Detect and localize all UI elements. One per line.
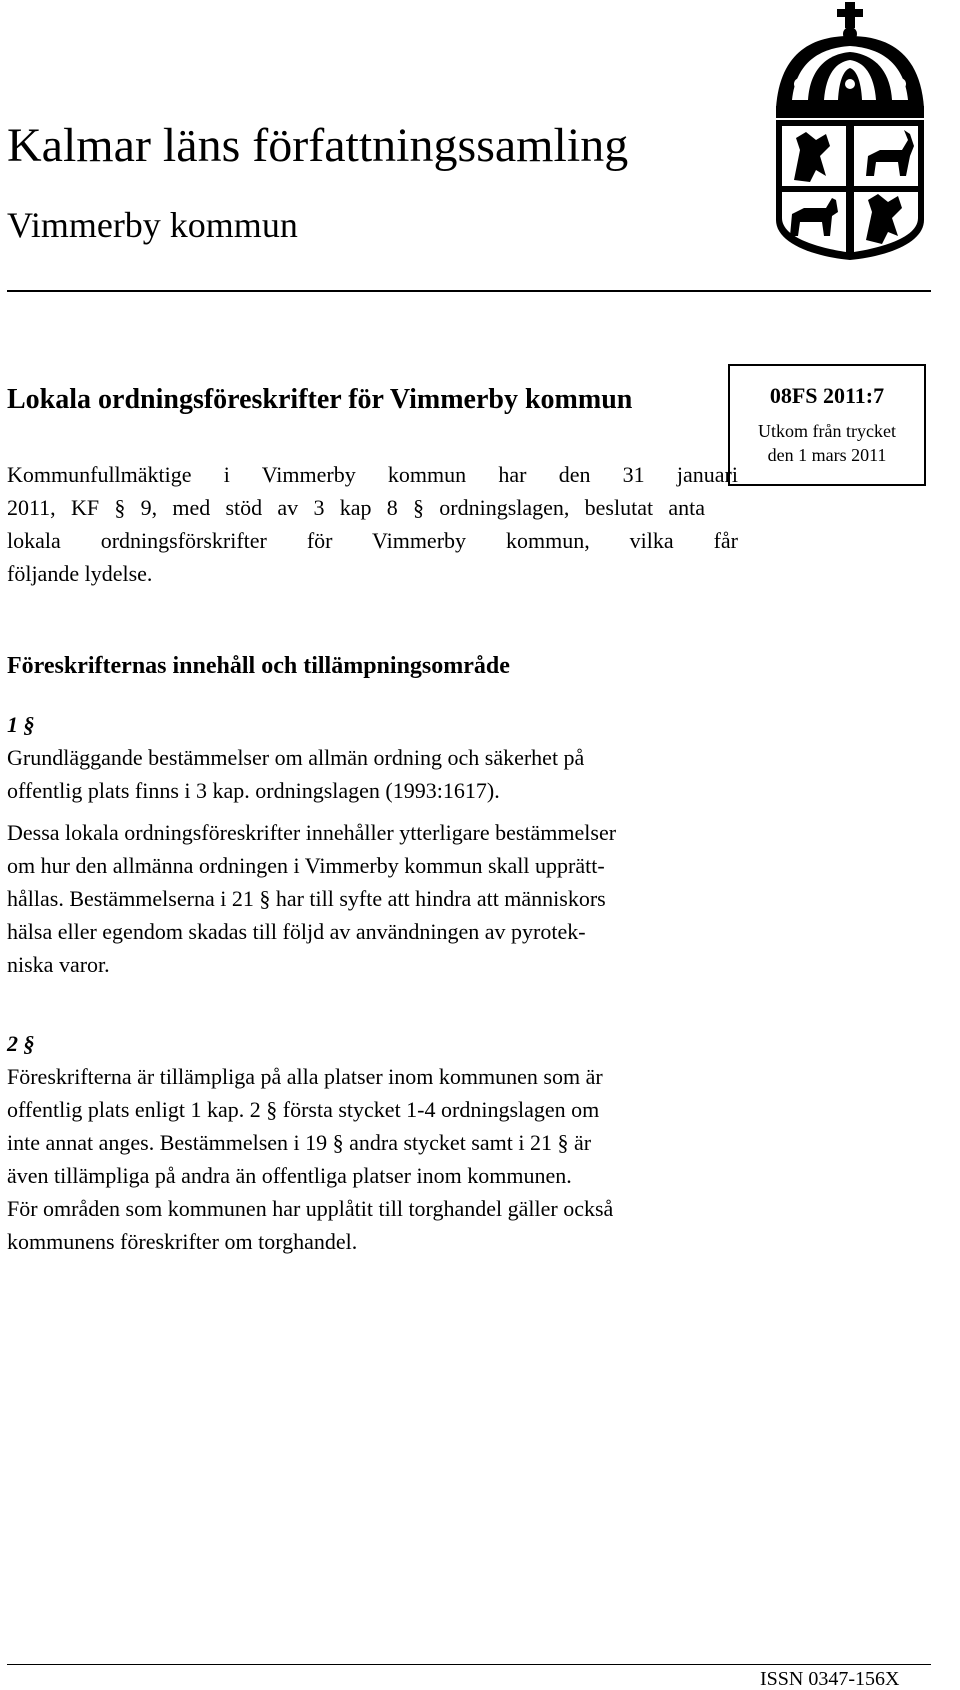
paragraph-line: inte annat anges. Bestämmelsen i 19 § andra stycket samt i 21 § är [7,1130,592,1155]
paragraph-line: niska varor. [7,952,110,977]
publication-line-1: Utkom från trycket [758,421,896,441]
issn-number: ISSN 0347-156X [760,1668,900,1690]
header-divider [7,290,931,292]
footer-divider [7,1664,931,1665]
paragraph-line: hälsa eller egendom skadas till följd av användningen av pyrotek- [7,919,586,944]
paragraph-line: offentlig plats finns i 3 kap. ordningslagen (1993:1617). [7,778,500,803]
paragraph-line: om hur den allmänna ordningen i Vimmerby kommun skall upprätt- [7,853,605,878]
paragraph-line: För områden som kommunen har upplåtit till torghandel gäller också [7,1196,614,1221]
page-subtitle: Vimmerby kommun [7,205,298,245]
paragraph-line: kommunens föreskrifter om torghandel. [7,1229,358,1254]
intro-line: 2011, KF § 9, med stöd av 3 kap 8 § ordningslagen, beslutat anta [7,495,705,520]
section-heading: Föreskrifternas innehåll och tillämpningsområde [7,653,510,679]
publication-info-box [728,364,926,486]
paragraph-line: även tillämpliga på andra än offentliga platser inom kommunen. [7,1163,572,1188]
document-heading: Lokala ordningsföreskrifter för Vimmerby kommun [7,384,633,415]
paragraph-line: offentlig plats enligt 1 kap. 2 § första stycket 1-4 ordningslagen om [7,1097,600,1122]
paragraph-line: Grundläggande bestämmelser om allmän ordning och säkerhet på [7,745,585,770]
paragraph-line: Dessa lokala ordningsföreskrifter innehåller ytterligare bestämmelser [7,820,617,845]
page-title: Kalmar läns författningssamling [7,119,629,172]
coat-of-arms-icon [770,0,930,262]
publication-line-2: den 1 mars 2011 [767,445,887,465]
intro-line: lokala ordningsförskrifter för Vimmerby kommun, vilka får [7,528,738,553]
publication-code: 08FS 2011:7 [769,383,885,408]
paragraph-line: Föreskrifterna är tillämpliga på alla platser inom kommunen som är [7,1064,603,1089]
paragraph-line: hållas. Bestämmelserna i 21 § har till syfte att hindra att människors [7,886,606,911]
paragraph-number: 1 § [7,712,35,737]
paragraph-number: 2 § [7,1031,35,1056]
intro-line: Kommunfullmäktige i Vimmerby kommun har den 31 januari [7,462,738,487]
intro-line: följande lydelse. [7,561,153,586]
